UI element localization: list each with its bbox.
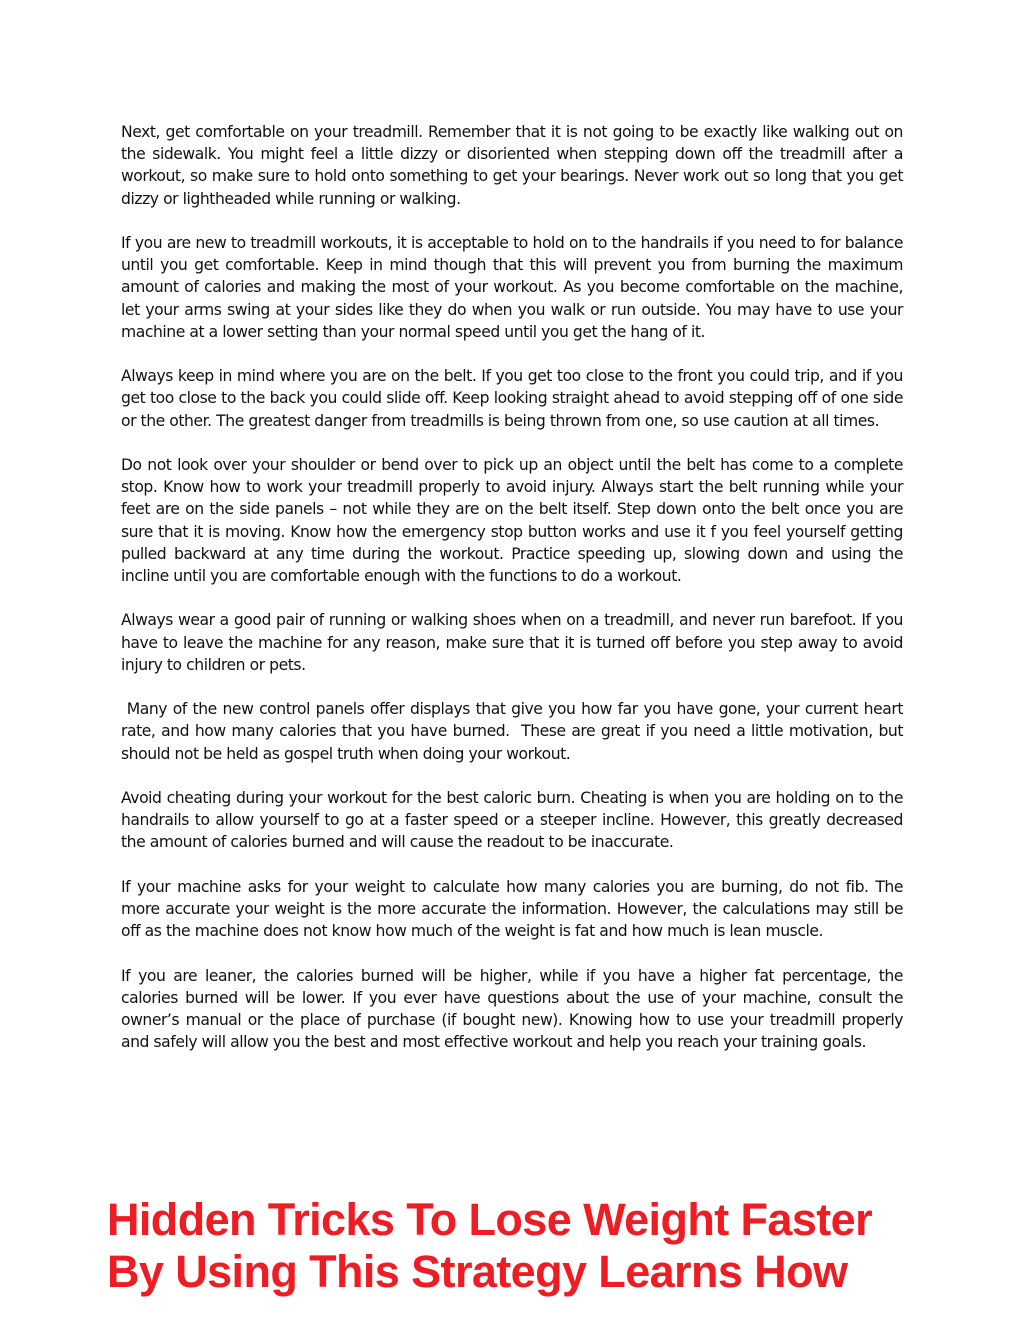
paragraph: Avoid cheating during your workout for the best caloric burn. Cheating is when you are holding on to the handrails to allow yourself to go at a faster speed or a steeper incline. However, this greatly decreased the amount of calories burned and will cause the readout to be inaccurate. — [121, 789, 903, 852]
paragraph: Always keep in mind where you are on the belt. If you get too close to the front you could trip, and if you get too close to the back you could slide off. Keep looking straight ahead to avoid stepping off of one side or the other. The greatest danger from treadmills is being thrown from one, so use caution at all times. — [121, 367, 903, 430]
paragraph: Do not look over your shoulder or bend over to pick up an object until the belt has come to a complete stop. Know how to work your treadmill properly to avoid injury. Always start the belt running while your feet are on the side panels – not while they are on the belt itself. Step down onto the belt once you are sure that it is moving. Know how the emergency stop button works and use it f you feel yourself getting pulled backward at any time during the workout. Practice speeding up, slowing down and using the incline until you are comfortable enough with the functions to do a workout. — [121, 456, 903, 586]
body-text — [121, 121, 908, 1053]
paragraph: If you are leaner, the calories burned will be higher, while if you have a higher fat percentage, the calories burned will be lower. If you ever have questions about the use of your machine, consult the owner’s manual or the place of purchase (if bought new). Knowing how to use your treadmill properly and safely will allow you the best and most effective workout and help you reach your training goals. — [121, 966, 903, 1052]
promo-headline-line-1: Hidden Tricks To Lose Weight Faster — [107, 1194, 872, 1245]
paragraph: Next, get comfortable on your treadmill. Remember that it is not going to be exactly like walking out on the sidewalk. You might feel a little dizzy or disoriented when stepping down off the treadmill after a workout, so make sure to hold onto something to get your bearings. Never work out so long that you get dizzy or lightheaded while running or walking. — [121, 123, 903, 208]
paragraph: If your machine asks for your weight to calculate how many calories you are burning, do not fib. The more accurate your weight is the more accurate the information. However, the calculations may still be off as the machine does not know how much of the weight is fat and how much is lean muscle. — [121, 877, 903, 941]
paragraph: If you are new to treadmill workouts, it is acceptable to hold on to the handrails if you need to for balance until you get comfortable. Keep in mind though that this will prevent you from burning the maximum amount of calories and making the most of your workout. As you become comfortable on the machine, let your arms swing at your sides like they do when you walk or run outside. You may have to use your machine at a lower setting than your normal speed until you get the hang of it. — [121, 234, 903, 341]
paragraph: Always wear a good pair of running or walking shoes when on a treadmill, and never run barefoot. If you have to leave the machine for any reason, make sure that it is turned off before you step away to avoid injury to children or pets. — [121, 611, 903, 674]
paragraph: Many of the new control panels offer displays that give you how far you have gone, your current heart rate, and how many calories that you have burned. These are great if you need a little motivation, but should not be held as gospel truth when doing your workout. — [121, 700, 908, 763]
promo-headline-line-2: By Using This Strategy Learns How — [107, 1246, 848, 1297]
promo-headline — [107, 1194, 1007, 1298]
